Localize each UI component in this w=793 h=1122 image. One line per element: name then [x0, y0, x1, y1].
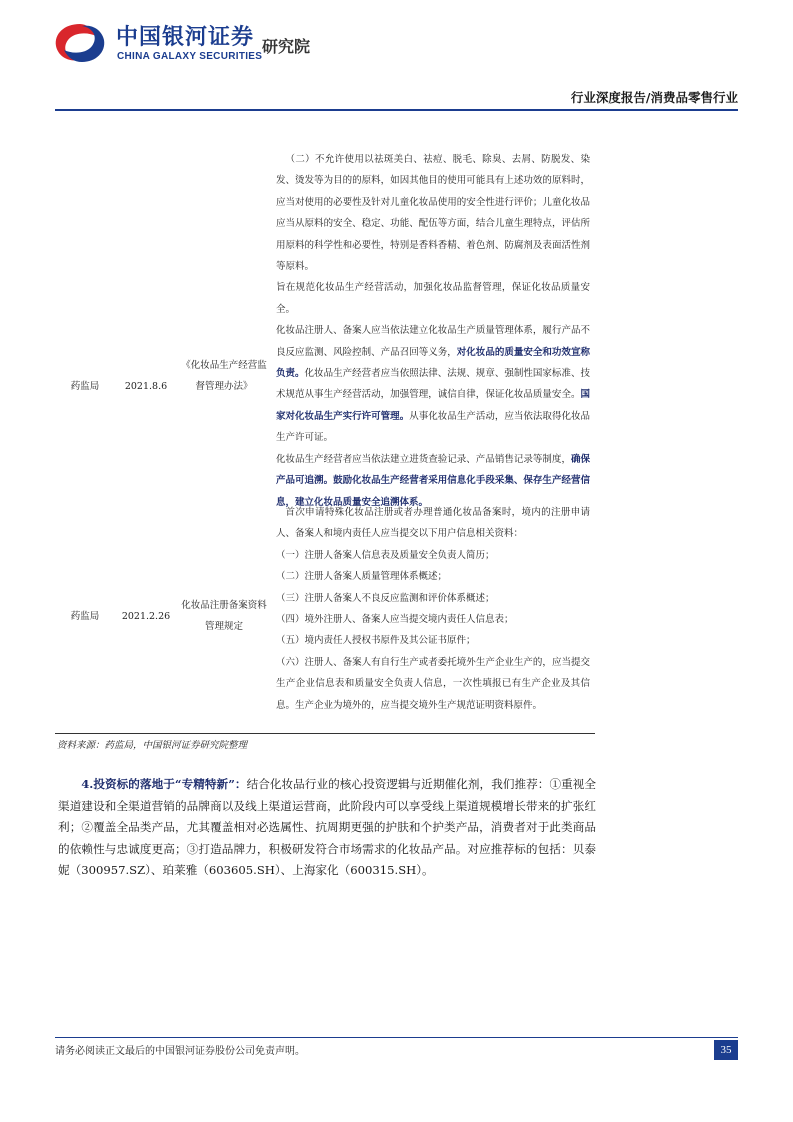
table-source-note: 资料来源：药监局，中国银河证券研究院整理 — [57, 740, 248, 751]
list-item: （一）注册人备案人信息表及质量安全负责人简历； — [276, 549, 495, 561]
cell-content — [276, 149, 590, 513]
cell-date: 2021.2.26 — [121, 611, 171, 622]
footer-disclaimer: 请务必阅读正文最后的中国银河证券股份公司免责声明。 — [55, 1046, 305, 1057]
content-paragraph: 旨在规范化妆品生产经营活动，加强化妆品监督管理，保证化妆品质量安全。 — [276, 282, 590, 315]
cell-date: 2021.8.6 — [124, 381, 168, 392]
content-paragraph: （二）不允许使用以祛斑美白、祛痘、脱毛、除臭、去屑、防脱发、染发、烫发等为目的的原料，如因其他目的使用可能具有上述功效的原料时，应当对使用的必要性及针对儿童化妆品使用的安全性进行评价；儿童化妆品应当从原料的安全、稳定、功能、配伍等方面，结合儿童生理特点，评估所用原料的科学性和必要性，特别是香料香精、着色剂、防腐剂及表面活性剂等原料。 — [276, 154, 590, 273]
brand-name-cn: 中国银河证券 — [116, 25, 255, 50]
galaxy-logo-icon — [52, 20, 108, 66]
report-type: 行业深度报告/消费品零售行业 — [570, 90, 738, 105]
cell-authority: 药监局 — [70, 611, 100, 622]
footer-divider — [55, 1037, 738, 1038]
cell-regulation-name: 《化妆品生产经营监督管理办法》 — [181, 360, 267, 393]
list-item: （二）注册人备案人质量管理体系概述； — [276, 571, 448, 583]
content-paragraph: 化妆品生产经营者应当依法建立进货查验记录、产品销售记录等制度，确保产品可追溯。鼓励化妆品生产经营者采用信息化手段采集、保存生产经营信息，建立化妆品质量安全追溯体系。 — [276, 453, 590, 508]
paragraph-text: 结合化妆品行业的核心投资逻辑与近期催化剂，我们推荐：①重视全渠道建设和全渠道营销的品牌商以及线上渠道运营商，此阶段内可以享受线上渠道规模增长带来的扩张红利；②覆盖全品类产品，尤其覆盖相对必选属性、抗周期更强的护肤和个护类产品，消费者对于此类商品的依赖性与忠诚度更高；③打造品牌力，积极研发符合市场需求的化妆品产品。对应推荐标的包括：贝泰妮（300957.SZ）、珀莱雅（603605.SH）、上海家化（600315.SH）。 — [58, 777, 596, 877]
list-item: （五）境内责任人授权书原件及其公证书原件； — [276, 635, 476, 647]
list-item: （六）注册人、备案人有自行生产或者委托境外生产企业生产的，应当提交生产企业信息表和质量安全负责人信息，一次性填报已有生产企业及其信息。生产企业为境外的，应当提交境外生产规范证明资料原件。 — [276, 656, 590, 711]
cell-authority: 药监局 — [70, 381, 100, 392]
table-bottom-rule — [55, 733, 595, 734]
paragraph-lead: 4.投资标的落地于“专精特新”： — [81, 777, 247, 791]
page-number: 35 — [714, 1040, 738, 1060]
cell-regulation-name: 化妆品注册备案资料管理规定 — [181, 600, 267, 633]
institute-label: 研究院 — [262, 37, 311, 56]
list-item: （四）境外注册人、备案人应当提交境内责任人信息表； — [276, 614, 514, 626]
cell-content — [276, 502, 590, 716]
content-paragraph: 化妆品注册人、备案人应当依法建立化妆品生产质量管理体系，履行产品不良反应监测、风险控制、产品召回等义务，对化妆品的质量安全和功效宣称负责。化妆品生产经营者应当依照法律、法规、规章、强制性国家标准、技术规范从事生产经营活动，加强管理，诚信自律，保证化妆品质量安全。国家对化妆品生产实行许可管理。从事化妆品生产活动，应当依法取得化妆品生产许可证。 — [276, 325, 590, 444]
list-item: （三）注册人备案人不良反应监测和评价体系概述； — [276, 592, 495, 604]
content-paragraph: 首次申请特殊化妆品注册或者办理普通化妆品备案时，境内的注册申请人、备案人和境内责任人应当提交以下用户信息相关资料： — [276, 507, 590, 540]
header-divider — [55, 109, 738, 111]
brand-name-en: CHINA GALAXY SECURITIES — [117, 51, 263, 62]
body-paragraph — [58, 774, 596, 882]
